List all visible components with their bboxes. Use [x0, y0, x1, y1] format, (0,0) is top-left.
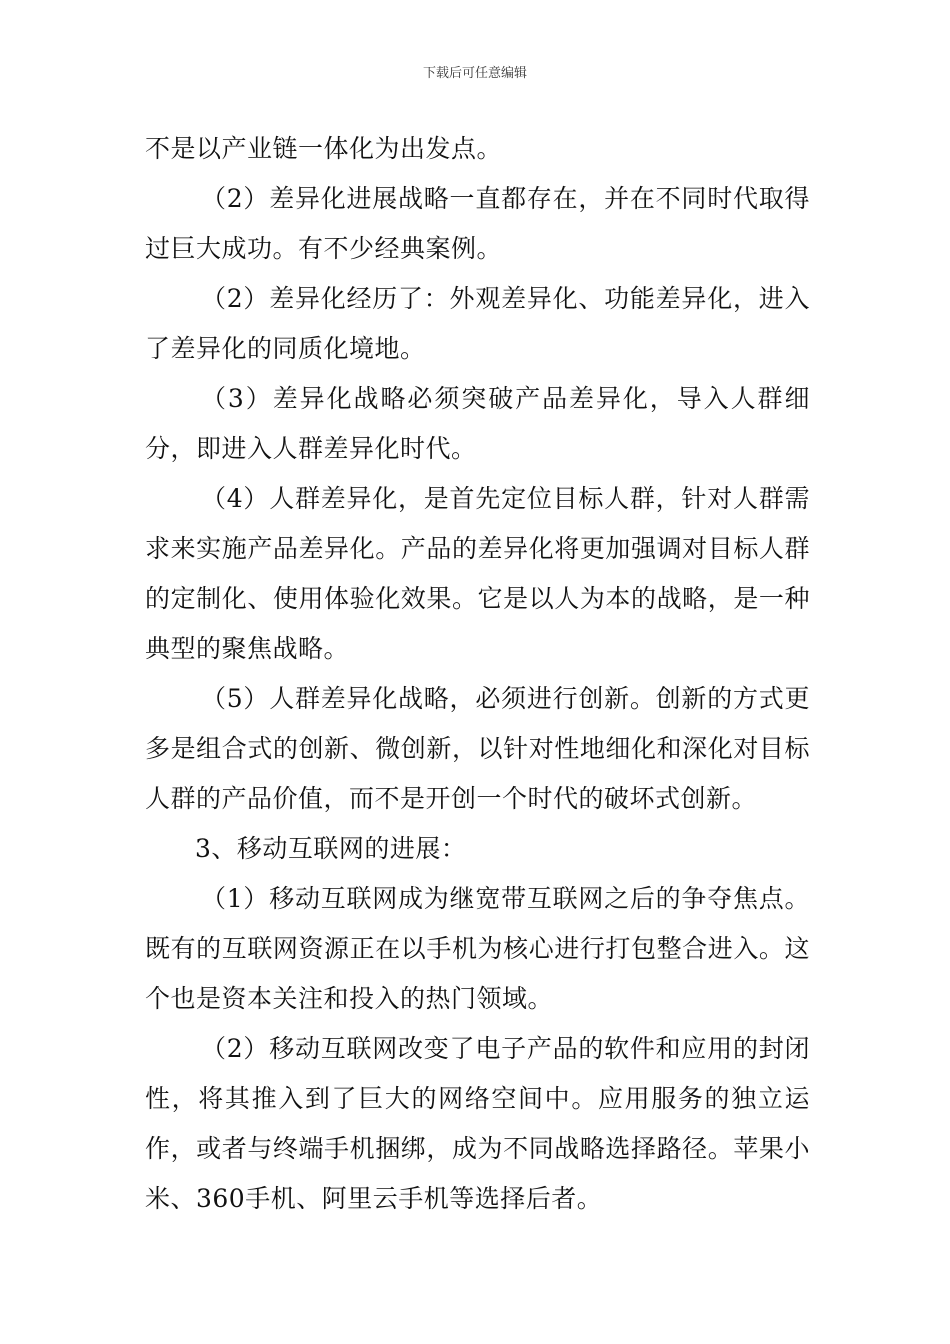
document-body [145, 124, 810, 1224]
paragraph-mobile-internet-openness: （2）移动互联网改变了电子产品的软件和应用的封闭性，将其推入到了巨大的网络空间中。应用服务的独立运作，或者与终端手机捆绑，成为不同战略选择路径。苹果小米、360手机、阿里云手机等选择后者。 [145, 1034, 810, 1213]
paragraph-mobile-internet-focus: （1）移动互联网成为继宽带互联网之后的争夺焦点。既有的互联网资源正在以手机为核心进行打包整合进入。这个也是资本关注和投入的热门领域。 [145, 884, 810, 1013]
paragraph-crowd-differentiation: （4）人群差异化，是首先定位目标人群，针对人群需求来实施产品差异化。产品的差异化将更加强调对目标人群的定制化、使用体验化效果。它是以人为本的战略，是一种典型的聚焦战略。 [145, 484, 810, 663]
section-heading-mobile-internet: 3、移动互联网的进展： [195, 834, 467, 863]
page-header-note: 下载后可任意编辑 [422, 66, 527, 81]
paragraph-crowd-segmentation: （3）差异化战略必须突破产品差异化，导入人群细分，即进入人群差异化时代。 [145, 384, 810, 463]
paragraph-differentiation-stages: （2）差异化经历了：外观差异化、功能差异化，进入了差异化的同质化境地。 [145, 284, 810, 363]
paragraph-differentiation-history: （2）差异化进展战略一直都存在，并在不同时代取得过巨大成功。有不少经典案例。 [145, 184, 810, 263]
paragraph-continuation: 不是以产业链一体化为出发点。 [145, 134, 503, 163]
paragraph-innovation: （5）人群差异化战略，必须进行创新。创新的方式更多是组合式的创新、微创新，以针对性地细化和深化对目标人群的产品价值，而不是开创一个时代的破坏式创新。 [145, 684, 810, 813]
